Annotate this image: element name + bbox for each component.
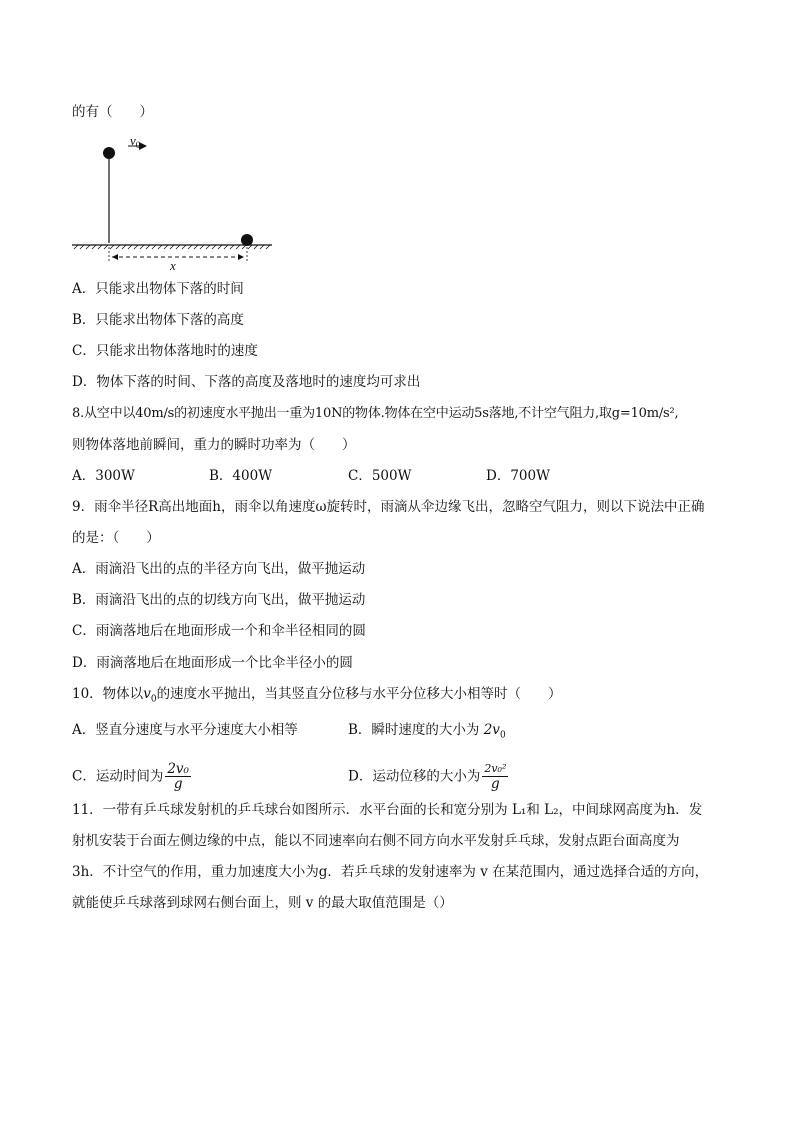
q7-option-c: C．只能求出物体落地时的速度 [72,343,258,359]
q9-option-a: A．雨滴沿飞出的点的半径方向飞出，做平抛运动 [72,561,366,577]
q11-stem-line4: 就能使乒乓球落到球网右侧台面上，则 v 的最大取值范围是（） [72,895,453,911]
x-label: x [170,258,176,273]
q11-stem-line1: 11．一带有乒乓球发射机的乒乓球台如图所示．水平台面的长和宽分别为 L₁和 L₂，中间球网高度为h．发 [72,802,703,818]
q11-stem-line2: 射机安装于台面左侧边缘的中点，能以不同速率向右侧不同方向水平发射乒乓球，发射点距台面高度为 [72,833,680,849]
q7-option-d: D．物体下落的时间、下落的高度及落地时的速度均可求出 [72,374,421,390]
q7-option-a: A．只能求出物体下落的时间 [72,281,244,297]
q8-stem-line1: 8.从空中以40m/s的初速度水平抛出一重为10N的物体.物体在空中运动5s落地,不计空气阻力,取g=10m/s², [72,406,679,421]
q10-option-a: A．竖直分速度与水平分速度大小相等 [72,722,298,738]
q9-option-d: D．雨滴落地后在地面形成一个比伞半径小的圆 [72,655,353,671]
q11-stem-line3: 3h．不计空气的作用，重力加速度大小为g．若乒乓球的发射速率为 v 在某范围内，通过选择合适的方向， [72,864,709,880]
landing-ball [241,234,253,246]
q10-option-d: D．运动位移的大小为 $\frac{\text{2v₀²}}{g}$ [348,762,507,792]
v0-label: $v_0$ [130,135,141,150]
q9-stem-line1: 9．雨伞半径R高出地面h，雨伞以角速度ω旋转时，雨滴从伞边缘飞出，忽略空气阻力，则以下说法中正确 [72,499,705,515]
q8-option-b: B．400W [209,468,273,484]
q8-options [72,466,722,486]
q9-option-c: C．雨滴落地后在地面形成一个和伞半径相同的圆 [72,623,366,639]
q10-option-b: B．瞬时速度的大小为 $2v_0$ [348,722,506,741]
q9-option-b: B．雨滴沿飞出的点的切线方向飞出，做平抛运动 [72,592,366,608]
ground-hatch [74,245,270,249]
q7-option-b: B．只能求出物体下落的高度 [72,312,244,328]
q8-option-a: A．300W [72,468,135,484]
q7-stem-tail: 的有（ ） [72,104,153,120]
q10-options-row2 [72,762,722,796]
q9-stem-line2: 的是：（ ） [72,530,160,546]
q8-option-d: D．700W [486,468,550,484]
q8-stem-line2: 则物体落地前瞬间，重力的瞬时功率为（ ） [72,437,356,453]
projectile-figure [60,135,280,275]
q10-stem: 10．物体以$v_0$的速度水平抛出，当其竖直分位移与水平分位移大小相等时（ ） [72,686,562,705]
q10-options-row1 [72,720,722,740]
q8-option-c: C．500W [348,468,412,484]
q10-option-c: C．运动时间为 $\frac{\text{2v₀}}{g}$ [72,761,189,792]
